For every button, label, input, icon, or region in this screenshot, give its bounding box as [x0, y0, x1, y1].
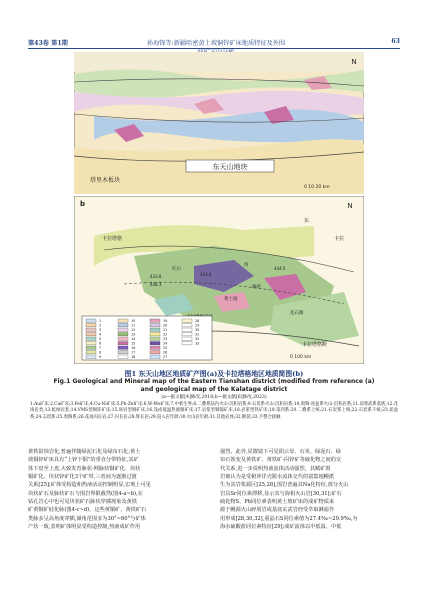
text-line: 岩被认为是受俯冲洋壳脱水流体交代的富集地幔派 — [220, 474, 335, 481]
text-line: 生为其岩浆源区[25,28],围岩普遍具Na化特征,部分火山 — [220, 482, 349, 489]
legend-number: 31 — [195, 332, 200, 337]
legend-number: 1 — [99, 319, 102, 323]
legend-swatch — [182, 337, 192, 340]
map-b-age-4: 444.5 — [274, 266, 286, 271]
legend-number: 14 — [131, 337, 136, 341]
legend-number: 16 — [131, 346, 136, 350]
legend-number: 17 — [131, 350, 136, 355]
legend-number: 30 — [195, 328, 200, 332]
legend-swatch — [118, 346, 128, 349]
map-b-legend — [82, 316, 212, 360]
legend-swatch — [86, 319, 96, 322]
legend-swatch — [118, 342, 128, 345]
legend-number: 32 — [195, 337, 200, 341]
legend-number: 11 — [131, 323, 136, 328]
legend-swatch — [150, 324, 160, 327]
figure-caption-cn: 图1 东天山地区地质矿产图(a)及卡拉塔格地区地质简图(b) — [124, 370, 304, 378]
legend-number: 20 — [163, 323, 168, 328]
legend-swatch — [118, 337, 128, 340]
body-column-left — [28, 448, 208, 531]
text-line: 代关系,进一步说明热液流体活动强烈。其赋矿围 — [220, 465, 331, 472]
legend-number: 25 — [163, 346, 168, 350]
map-b-yellow-label: 卡拉塔格 — [102, 236, 123, 242]
legend-swatch — [118, 319, 128, 322]
legend-swatch — [86, 337, 96, 340]
legend-swatch — [150, 346, 160, 349]
legend-swatch — [150, 328, 160, 331]
text-line: 岩具Sr同位素漂移,显示其与海相火山岩[30,31];矿石 — [220, 490, 342, 497]
legend-swatch — [150, 355, 160, 358]
legend-swatch — [150, 337, 160, 340]
legend-number: 27 — [163, 355, 168, 359]
map-b-ore-1: 红石 — [172, 267, 181, 272]
page-header — [28, 38, 400, 52]
map-b-age-2: 448.3 — [150, 282, 162, 287]
text-line: 源于幔源火山碎屑岩或基底玄武岩经受萃取淋滤作 — [220, 507, 335, 514]
legend-number: 33 — [195, 341, 200, 346]
map-b-north-arrow: N — [347, 202, 353, 210]
legend-swatch — [86, 346, 96, 349]
map-b-north-right-label: 东 — [304, 218, 310, 224]
legend-number: 26 — [163, 350, 168, 355]
text-line: 黄铁铅蚀岩化,普遍伴随绿泥石化及绿帘石化;黄土 — [28, 449, 141, 455]
legend-number: 6 — [99, 341, 102, 346]
journal-volume: 第43卷 第1期 — [28, 40, 68, 47]
legend-number: 3 — [99, 328, 102, 332]
legend-swatch — [118, 355, 128, 358]
legend-number: 12 — [131, 328, 136, 332]
legend-number: 10 — [131, 319, 136, 323]
legend-swatch — [182, 319, 192, 322]
map-b-scale: 0 100 km — [290, 355, 312, 360]
text-line: 帘石蚀变及黄铁矿、黄铁矿-闪锌矿等硫化物之间的交 — [220, 457, 342, 464]
running-title: 孙海锋等:新疆哈密黄土坡铜锌矿床地质特征及外围 — [146, 40, 286, 47]
text-line: 坡铜锌矿床具有“上锌下铜”的垂直分带特征,其矿 — [28, 457, 139, 464]
legend-number: 29 — [195, 323, 200, 328]
legend-swatch — [86, 324, 96, 327]
legend-swatch — [150, 351, 160, 354]
text-line: 钻孔岩心中也可见块状矿石脉状穿插现象及黄铁 — [28, 499, 137, 506]
legend-swatch — [182, 324, 192, 327]
text-line: 体下盘至上盘,大致发育脉状-网脉状铜矿化、块状 — [28, 465, 141, 472]
map-a-tianshan-label: 东天山地块 — [212, 163, 248, 171]
legend-swatch — [86, 333, 96, 336]
map-a-north-arrow: N — [351, 58, 357, 66]
map-b-ore-6: 乱石滩 — [290, 311, 304, 316]
legend-number: 4 — [99, 332, 102, 337]
map-b — [74, 196, 364, 364]
page-number: 63 — [391, 38, 400, 45]
legend-swatch — [118, 328, 128, 331]
text-line: 强烈。此外,显微镜下可见阳云母、石英、绿泥石、绿 — [220, 449, 341, 455]
legend-number: 13 — [131, 332, 136, 337]
map-b-tag: b — [80, 200, 86, 208]
map-b-ore-4: 黄土坡 — [224, 297, 238, 302]
map-b-age-3: 443.4 — [200, 272, 212, 277]
map-b-ore-2: 西 — [244, 263, 249, 268]
header-rule — [28, 48, 400, 49]
legend-swatch — [150, 333, 160, 336]
figure-caption-source: (a—据文献[4]修改,2018;b—据文献[6]修改,2023) — [161, 395, 267, 400]
legend-swatch — [118, 351, 128, 354]
legend-swatch — [182, 333, 192, 336]
legend-swatch — [86, 355, 96, 358]
text-line: 关系[25];矿体受构造和热液活动控制明显,宏观上可见 — [28, 482, 151, 489]
legend-swatch — [118, 333, 128, 336]
legend-number: 28 — [195, 319, 200, 323]
legend-swatch — [150, 319, 160, 322]
figure-legend-text: 1.Au矿床;2.Cu矿床;3.Fe矿床;4.Cu-Ni矿床;5.Pb-Zn矿床;6.W-Mo矿床;7.中新生界;8.二叠系陆内火山-沉积岩系;9.石炭系火山-沉积岩系;10.奥陶-泥盆系火山-沉积岩系;11.前寒武系基底;12.花岗岩类;13.蛇绿岩套;14.VMS型铜锌矿床;15.斑岩型铜矿床;16.浅成低温热液铜矿床;17.岩浆型铜镍矿床;18.岩浆型铁矿床;19.第四系;20.二叠系上统;21.石炭系上统;22.石炭系下统;23.泥盆系;24.志留系;25.奥陶系;26.花岗闪长岩;27.闪长岩;28.辉长岩;29.侵入岩年龄;30.火山岩年龄;31.其他岩体;32.断裂;33.不整合接触 — [30, 402, 398, 420]
legend-number: 23 — [163, 337, 168, 341]
legend-swatch — [86, 351, 96, 354]
text-line: 类脉多呈高角度穿插,倾角范围多为30°~60°与矿体 — [28, 515, 146, 522]
legend-number: 24 — [163, 341, 168, 346]
map-a-scale: 0 10 20 km — [304, 185, 330, 190]
legend-number: 22 — [163, 332, 168, 337]
text-line: 海水硫酸盐同位素特征[29];成矿流体以中低温、中低 — [220, 524, 342, 531]
legend-swatch — [86, 328, 96, 331]
text-line: 块状矿石及脉状矿石与围岩界限截然(图4-a~b),在 — [28, 490, 143, 497]
figure-caption-en-1: Fig.1 Geological and Mineral map of the Eastern Tianshan district (modified from reference (a) — [53, 378, 375, 385]
legend-number: 19 — [163, 319, 168, 323]
legend-number: 7 — [99, 346, 102, 350]
legend-number: 18 — [131, 355, 136, 359]
map-a-tarim-label: 塔里木板块 — [90, 177, 121, 184]
text-line: 用形成[28,30,32],重晶石S同位素值为27.4‰~29.9‰,为 — [220, 515, 358, 522]
legend-number: 8 — [99, 350, 102, 355]
legend-number: 9 — [99, 355, 102, 359]
figure-caption-en-2: and geological map of the Kalatage district — [140, 386, 288, 393]
map-b-ore-3: 梅岭 — [252, 285, 261, 290]
legend-swatch — [182, 328, 192, 331]
text-line: 产状一致,表明矿体明显受构造控制,热液成矿作用 — [28, 524, 141, 531]
legend-number: 15 — [131, 341, 136, 346]
text-line: 硫化物S、Pb同位素表明黄土坡矿床的成矿物质来 — [220, 499, 335, 506]
legend-swatch — [182, 342, 192, 345]
map-a-northern-belt — [74, 52, 364, 72]
legend-number: 5 — [99, 337, 102, 341]
body-column-right — [220, 448, 400, 531]
map-b-bottom-label: 卡拉塔格断 — [302, 342, 328, 348]
map-b-age-1: 433.8 — [150, 274, 162, 279]
text-line: 矿黄铜矿硅化脉(图4-c~d)。这些黄铜矿、黄铁矿石 — [28, 507, 147, 514]
legend-number: 21 — [163, 328, 168, 332]
legend-number: 2 — [99, 323, 102, 328]
legend-swatch — [86, 342, 96, 345]
text-line: 铜矿化、块状锌矿化3个矿带,三者间为逐渐过渡 — [28, 474, 137, 481]
map-a — [74, 52, 364, 194]
map-b-east-label: 卡拉 — [334, 236, 345, 242]
legend-swatch — [118, 324, 128, 327]
legend-swatch — [150, 342, 160, 345]
